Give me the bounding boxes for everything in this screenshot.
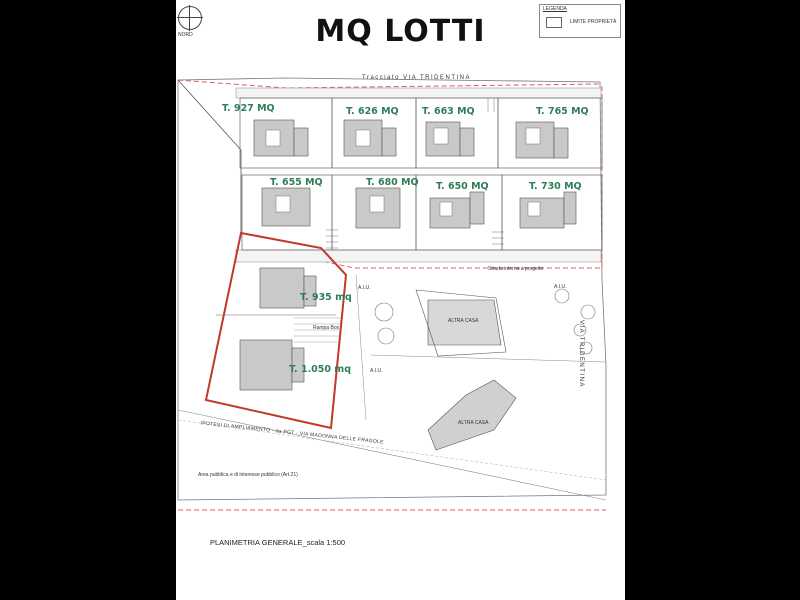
internal-road <box>236 88 601 98</box>
house-block <box>254 120 568 158</box>
internal-road-bottom <box>236 250 601 262</box>
lot-label: T. 655 MQ <box>270 177 323 188</box>
legend-property-limit-label: LIMITE PROPRIETÀ <box>570 19 617 25</box>
road-line <box>178 410 606 500</box>
lot-label: T. 650 MQ <box>436 181 489 192</box>
lot-label: T. 680 MQ <box>366 177 419 188</box>
lot-label: T. 765 MQ <box>536 106 589 117</box>
road-line <box>371 355 606 362</box>
street-label-bottom: IPOTESI DI AMPLIAMENTO - da PGT - VIA MADONNA DELLE FRAGOLE <box>200 420 385 446</box>
plan-caption: PLANIMETRIA GENERALE_scala 1:500 <box>210 538 346 547</box>
street-label-top: Tracciato VIA TRIDENTINA <box>362 75 472 81</box>
aiu-note: A.I.U. <box>370 368 383 374</box>
public-area-note: Area pubblica e di interesse pubblico (Art.21) <box>198 472 298 478</box>
road-line <box>356 275 366 420</box>
lot-label: T. 1.050 mq <box>289 364 352 375</box>
lot-label: T. 626 MQ <box>346 106 399 117</box>
lot-label: T. 730 MQ <box>529 181 582 192</box>
existing-building-note: ALTRA CASA <box>458 420 489 426</box>
internal-road-note: Strada interna a progetto <box>488 266 544 272</box>
site-plan-drawing <box>176 0 625 600</box>
plan-sheet <box>176 0 625 600</box>
legend-heading: LEGENDA <box>543 6 567 12</box>
existing-building-note: ALTRA CASA <box>448 318 479 324</box>
north-label: NORD <box>178 32 193 38</box>
aiu-note: A.I.U. <box>554 284 567 290</box>
street-label-right: VIA TRIDENTINA <box>578 320 584 388</box>
ramp-note: Rampa Box <box>313 325 340 331</box>
lot-label: T. 935 mq <box>300 292 352 303</box>
lot-label: T. 927 MQ <box>222 103 275 114</box>
page-title: MQ LOTTI <box>315 14 486 49</box>
aiu-note: A.I.U. <box>358 285 371 291</box>
lot-label: T. 663 MQ <box>422 106 475 117</box>
existing-building <box>428 380 516 450</box>
